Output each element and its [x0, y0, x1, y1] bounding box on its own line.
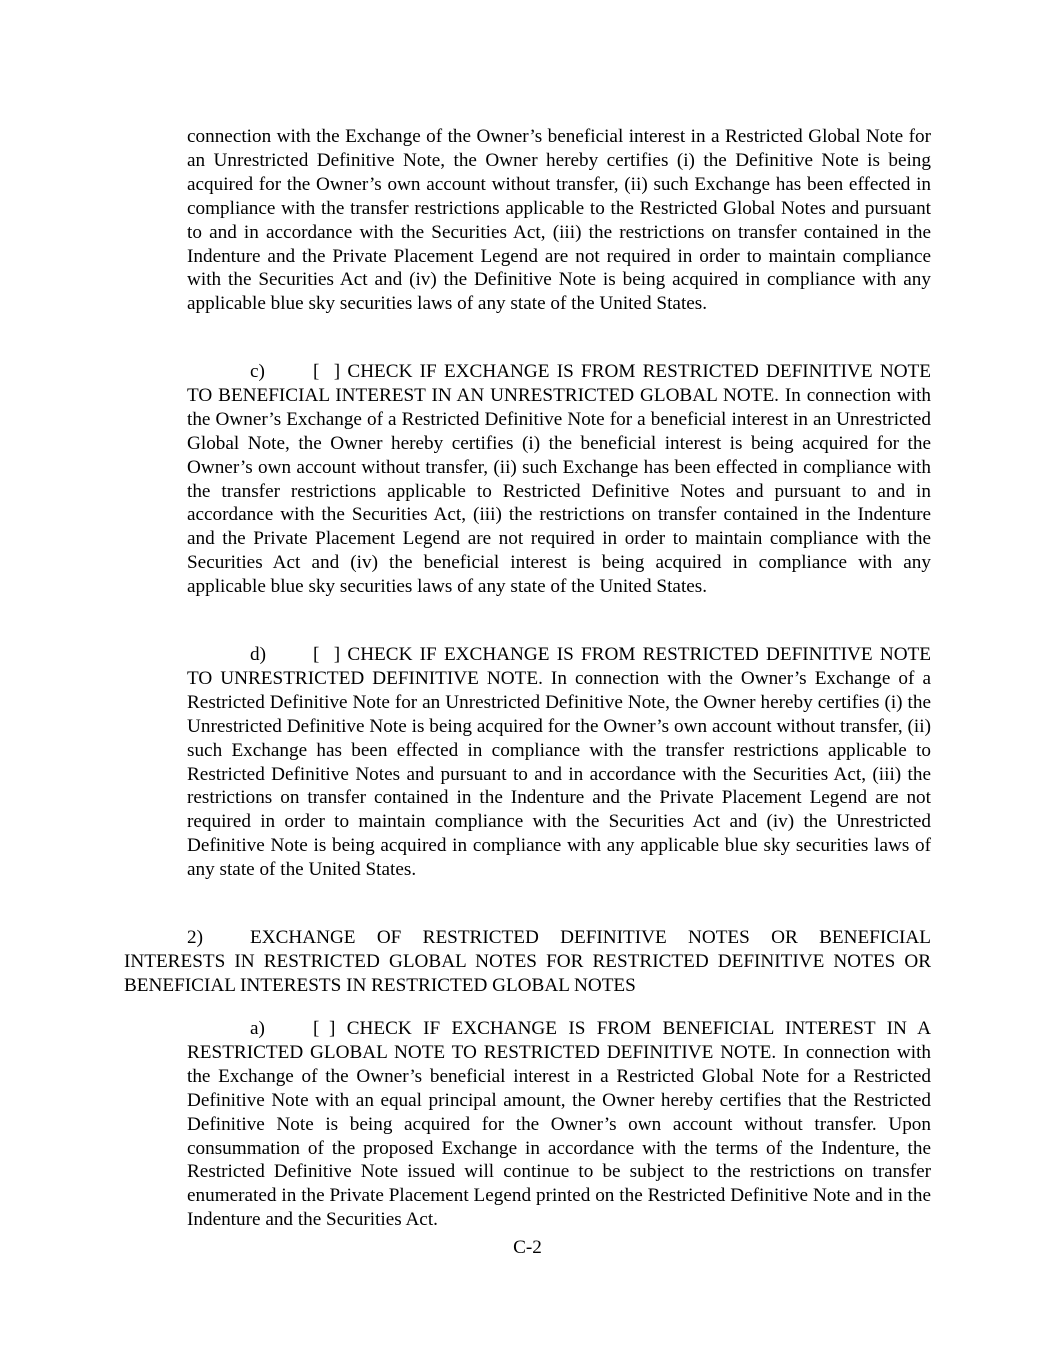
paragraph-c-checkbox[interactable]: [ ]: [313, 361, 341, 382]
paragraph-d-checkbox[interactable]: [ ]: [313, 644, 341, 665]
paragraph-d-label: d): [250, 644, 266, 665]
paragraph-2a-checkbox[interactable]: [ ]: [313, 1018, 336, 1039]
paragraph-d-text: CHECK IF EXCHANGE IS FROM RESTRICTED DEFINITIVE NOTE TO UNRESTRICTED DEFINITIVE NOTE. In connection with the Owner’s Exchange of a Restricted Definitive Note for an Unrestricted Definitive Note, the Owner hereby certifies (i) the Unrestricted Definitive Note is being acquired for the Owner’s own account without transfer, (ii) such Exchange has been effected in compliance with the transfer restrictions applicable to Restricted Definitive Notes and pursuant to and in accordance with the Securities Act, (iii) the restrictions on transfer contained in the Indenture and the Private Placement Legend are not required in order to maintain compliance with the Securities Act and (iv) the Unrestricted Definitive Note is being acquired in compliance with any applicable blue sky securities laws of any state of the United States.: [187, 644, 931, 881]
paragraph-c-text: CHECK IF EXCHANGE IS FROM RESTRICTED DEFINITIVE NOTE TO BENEFICIAL INTEREST IN AN UNRESTRICTED GLOBAL NOTE. In connection with the Owner’s Exchange of a Restricted Definitive Note for a beneficial interest in an Unrestricted Global Note, the Owner hereby certifies (i) the beneficial interest is being acquired for the Owner’s own account without transfer, (ii) such Exchange has been effected in compliance with the transfer restrictions applicable to Restricted Definitive Notes and pursuant to and in accordance with the Securities Act, (iii) the restrictions on transfer contained in the Indenture and the Private Placement Legend are not required in order to maintain compliance with the Securities Act and (iv) the beneficial interest is being acquired in compliance with any applicable blue sky securities laws of any state of the United States.: [187, 361, 931, 598]
paragraph-c: [187, 360, 931, 599]
paragraph-2a-label: a): [250, 1018, 265, 1039]
page-number: C-2: [513, 1237, 542, 1258]
paragraph-2a-text: CHECK IF EXCHANGE IS FROM BENEFICIAL INTEREST IN A RESTRICTED GLOBAL NOTE TO RESTRICTED DEFINITIVE NOTE. In connection with the Exchange of the Owner’s beneficial interest in a Restricted Global Note for a Restricted Definitive Note with an equal principal amount, the Owner hereby certifies that the Restricted Definitive Note is being acquired for the Owner’s own account without transfer. Upon consummation of the proposed Exchange in accordance with the terms of the Indenture, the Restricted Definitive Note issued will continue to be subject to the restrictions on transfer enumerated in the Private Placement Legend printed on the Restricted Definitive Note and in the Indenture and the Securities Act.: [187, 1018, 932, 1231]
section-2-label: 2): [187, 927, 203, 948]
section-2-heading-text: EXCHANGE OF RESTRICTED DEFINITIVE NOTES OR BENEFICIAL INTERESTS IN RESTRICTED GLOBAL NOTES FOR RESTRICTED DEFINITIVE NOTES OR BENEFICIAL INTERESTS IN RESTRICTED GLOBAL NOTES: [124, 927, 931, 996]
paragraph-2a: [187, 1017, 931, 1232]
paragraph-d: [187, 643, 931, 882]
section-2-heading: [124, 926, 931, 998]
paragraph-c-label: c): [250, 361, 265, 382]
paragraph-b-continued: connection with the Exchange of the Owner’s beneficial interest in a Restricted Global Note for an Unrestricted Definitive Note, the Owner hereby certifies (i) the Definitive Note is being acquired for the Owner’s own account without transfer, (ii) such Exchange has been effected in compliance with the transfer restrictions applicable to the Restricted Global Notes and pursuant to and in accordance with the Securities Act, (iii) the restrictions on transfer contained in the Indenture and the Private Placement Legend are not required in order to maintain compliance with the Securities Act and (iv) the Definitive Note is being acquired in compliance with any applicable blue sky securities laws of any state of the United States.: [187, 126, 931, 315]
